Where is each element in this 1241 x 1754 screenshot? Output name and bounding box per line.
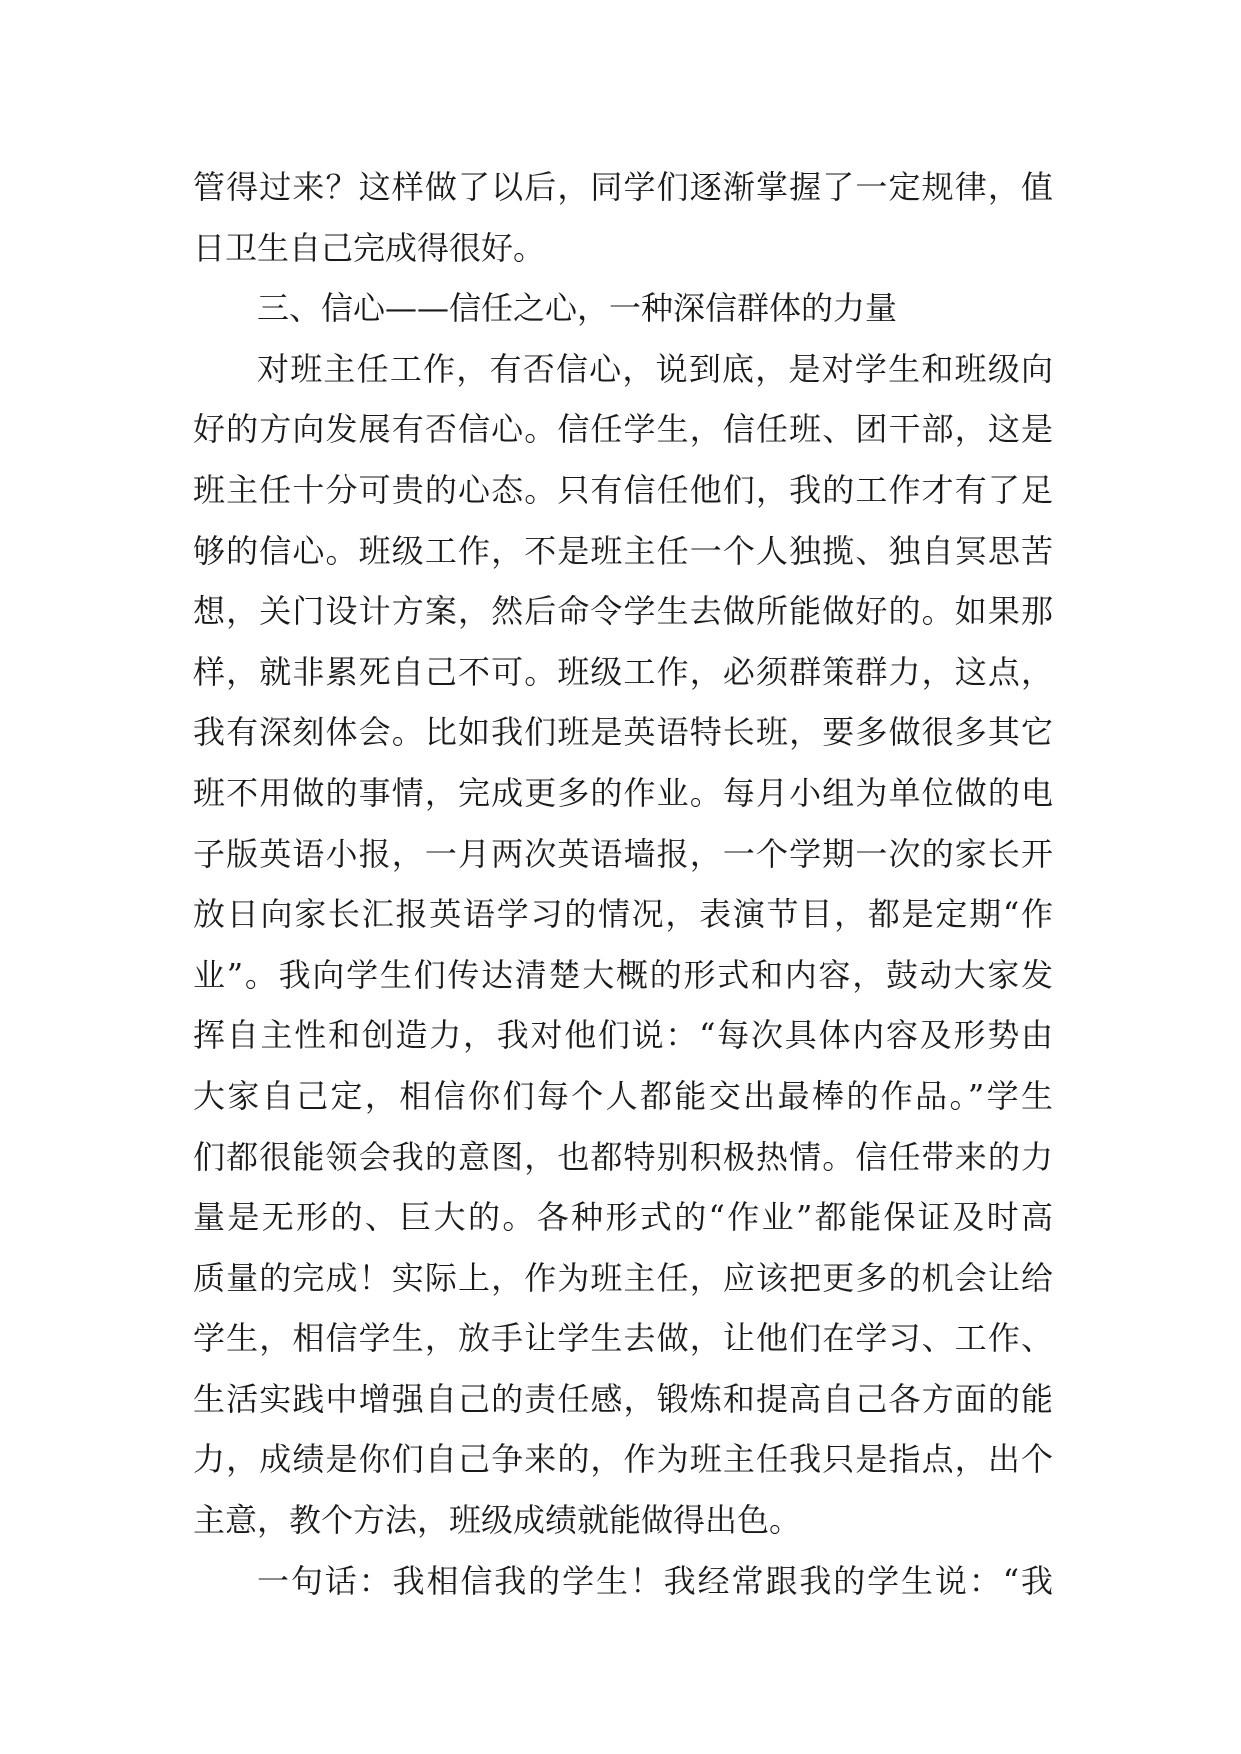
- text-line: 生活实践中增强自己的责任感，锻炼和提高自己各方面的能: [193, 1379, 1053, 1418]
- section-heading: 三、信心——信任之心，一种深信群体的力量: [257, 289, 898, 328]
- text-line: 量是无形的、巨大的。各种形式的“作业”都能保证及时高: [193, 1198, 1053, 1237]
- text-line: 班不用做的事情，完成更多的作业。每月小组为单位做的电: [193, 773, 1053, 812]
- text-line: 挥自主性和创造力，我对他们说：“每次具体内容及形势由: [193, 1016, 1053, 1055]
- text-line: 主意，教个方法，班级成绩就能做得出色。: [193, 1501, 802, 1540]
- text-line: 力，成绩是你们自己争来的，作为班主任我只是指点，出个: [193, 1440, 1053, 1479]
- text-line: 们都很能领会我的意图，也都特别积极热情。信任带来的力: [193, 1137, 1053, 1176]
- text-line: 子版英语小报，一月两次英语墙报，一个学期一次的家长开: [193, 834, 1053, 873]
- text-line: 班主任十分可贵的心态。只有信任他们，我的工作才有了足: [193, 470, 1053, 509]
- text-line: 好的方向发展有否信心。信任学生，信任班、团干部，这是: [193, 410, 1053, 449]
- text-line: 对班主任工作，有否信心，说到底，是对学生和班级向: [257, 349, 1053, 388]
- text-line: 日卫生自己完成得很好。: [193, 228, 546, 267]
- text-line: 想，关门设计方案，然后命令学生去做所能做好的。如果那: [193, 592, 1053, 631]
- text-line: 质量的完成！实际上，作为班主任，应该把更多的机会让给: [193, 1258, 1053, 1297]
- text-line: 管得过来？这样做了以后，同学们逐渐掌握了一定规律，值: [193, 168, 1053, 206]
- text-line: 学生，相信学生，放手让学生去做，让他们在学习、工作、: [193, 1319, 1053, 1358]
- text-line: 业”。我向学生们传达清楚大概的形式和内容，鼓动大家发: [193, 955, 1053, 994]
- text-line: 大家自己定，相信你们每个人都能交出最棒的作品。”学生: [193, 1076, 1053, 1115]
- text-line: 样，就非累死自己不可。班级工作，必须群策群力，这点，: [193, 652, 1053, 691]
- text-line: 够的信心。班级工作，不是班主任一个人独揽、独自冥思苦: [193, 531, 1053, 570]
- body-text: [193, 157, 1053, 1611]
- text-line: 放日向家长汇报英语学习的情况，表演节目，都是定期“作: [193, 895, 1053, 934]
- text-line: 我有深刻体会。比如我们班是英语特长班，要多做很多其它: [193, 713, 1053, 752]
- text-line: 一句话：我相信我的学生！我经常跟我的学生说：“我: [257, 1561, 1053, 1600]
